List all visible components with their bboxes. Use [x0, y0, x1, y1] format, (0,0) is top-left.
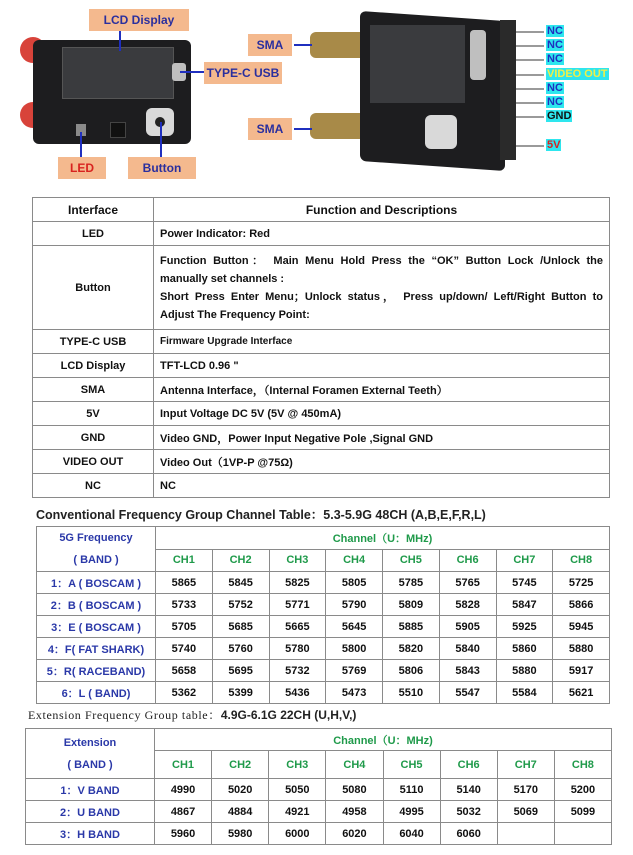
frequency-value: 5140	[440, 779, 497, 801]
band-name: 1：V BAND	[26, 779, 155, 801]
frequency-value: 5436	[269, 682, 326, 704]
callout-button: Button	[128, 157, 196, 179]
band-header-line: ( BAND )	[67, 758, 113, 771]
interface-desc: Video Out（1VP-P @75Ω)	[154, 450, 610, 474]
callout-led: LED	[58, 157, 106, 179]
extension-title-prefix: Extension Frequency Group table：	[28, 708, 221, 722]
interface-desc: Firmware Upgrade Interface	[154, 330, 610, 354]
frequency-value: 4958	[326, 801, 383, 823]
pin-label-nc: NC	[547, 96, 563, 108]
arrow-lcd	[119, 31, 121, 51]
frequency-value: 5685	[212, 616, 269, 638]
channel-label: CH2	[212, 751, 269, 779]
pin-leg	[516, 45, 544, 47]
frequency-value: 6040	[383, 823, 440, 845]
interface-table	[32, 197, 610, 498]
conventional-channel-table	[36, 526, 610, 704]
frequency-value: 5925	[496, 616, 553, 638]
channel-label: CH8	[554, 751, 611, 779]
frequency-value: 5733	[156, 594, 213, 616]
frequency-value: 4884	[212, 801, 269, 823]
interface-name: GND	[33, 426, 154, 450]
lcd-screen	[370, 25, 465, 103]
interface-desc: NC	[154, 474, 610, 498]
pin-label-video-out: VIDEO OUT	[547, 68, 608, 80]
frequency-value: 6060	[440, 823, 497, 845]
frequency-value: 5020	[212, 779, 269, 801]
pin-leg	[516, 145, 544, 147]
frequency-value: 5080	[326, 779, 383, 801]
arrow-button	[160, 122, 162, 157]
frequency-value: 5099	[554, 801, 611, 823]
table-row	[33, 330, 610, 354]
frequency-value: 5725	[553, 572, 610, 594]
band-name: 3：E ( BOSCAM )	[37, 616, 156, 638]
pin-leg	[516, 31, 544, 33]
channel-label: CH5	[383, 751, 440, 779]
frequency-value: 6020	[326, 823, 383, 845]
table-row	[33, 222, 610, 246]
band-name: 2：B ( BOSCAM )	[37, 594, 156, 616]
pin-label-5v: 5V	[547, 139, 561, 151]
channel-header: Channel（U：MHz)	[155, 729, 612, 751]
table-row	[37, 660, 610, 682]
frequency-value: 5790	[326, 594, 383, 616]
arrow-sma-top	[294, 44, 312, 46]
channel-label: CH7	[497, 751, 554, 779]
pin-label-nc: NC	[547, 53, 563, 65]
frequency-value: 6000	[269, 823, 326, 845]
table-row	[33, 426, 610, 450]
pin-leg	[516, 74, 544, 76]
interface-name: LCD Display	[33, 354, 154, 378]
frequency-value: 5980	[212, 823, 269, 845]
frequency-value: 5805	[326, 572, 383, 594]
frequency-value: 5658	[156, 660, 213, 682]
conventional-table-title: Conventional Frequency Group Channel Table：5.3-5.9G 48CH (A,B,E,F,R,L)	[36, 508, 486, 522]
channel-label: CH3	[269, 751, 326, 779]
frequency-value: 5845	[212, 572, 269, 594]
table-row	[33, 378, 610, 402]
frequency-value: 5399	[212, 682, 269, 704]
frequency-value: 5885	[383, 616, 440, 638]
table-header-row	[37, 527, 610, 550]
interface-desc: Power Indicator: Red	[154, 222, 610, 246]
interface-desc: TFT-LCD 0.96 "	[154, 354, 610, 378]
arrow-led	[80, 132, 82, 157]
lcd-screen	[62, 47, 174, 99]
frequency-value: 5645	[326, 616, 383, 638]
table-row	[33, 354, 610, 378]
frequency-value: 5510	[383, 682, 440, 704]
extension-title-suffix: 4.9G-6.1G 22CH (U,H,V,)	[220, 708, 357, 722]
pin-leg	[516, 116, 544, 118]
table-row	[26, 823, 612, 845]
frequency-value: 5110	[383, 779, 440, 801]
channel-label: CH6	[439, 549, 496, 572]
channel-header: Channel（U：MHz)	[156, 527, 610, 550]
table-row	[33, 474, 610, 498]
frequency-value: 5820	[383, 638, 440, 660]
band-name: 3：H BAND	[26, 823, 155, 845]
band-name: 5：R( RACEBAND)	[37, 660, 156, 682]
frequency-value: 5547	[439, 682, 496, 704]
frequency-value: 4995	[383, 801, 440, 823]
frequency-value: 5765	[439, 572, 496, 594]
pin-label-nc: NC	[547, 39, 563, 51]
frequency-value: 5785	[383, 572, 440, 594]
extension-channel-table	[25, 728, 612, 845]
frequency-value: 5760	[212, 638, 269, 660]
table-row	[33, 450, 610, 474]
interface-desc: Video GND，Power Input Negative Pole ,Signal GND	[154, 426, 610, 450]
frequency-value: 5945	[553, 616, 610, 638]
pin-leg	[516, 88, 544, 90]
frequency-value: 5621	[553, 682, 610, 704]
callout-sma-bottom: SMA	[248, 118, 292, 140]
band-header-line: Extension	[63, 736, 117, 749]
channel-label: CH4	[326, 549, 383, 572]
table-row	[37, 572, 610, 594]
extension-table-title	[28, 706, 356, 723]
interface-desc: Antenna Interface，（Internal Foramen External Teeth）	[154, 378, 610, 402]
arrow-usb	[180, 71, 204, 73]
header-function: Function and Descriptions	[154, 198, 610, 222]
frequency-value: 5809	[383, 594, 440, 616]
frequency-value: 4921	[269, 801, 326, 823]
callout-type-c-usb: TYPE-C USB	[204, 62, 282, 84]
arrow-sma-bottom	[294, 128, 312, 130]
pin-leg	[516, 102, 544, 104]
frequency-value: 5828	[439, 594, 496, 616]
channel-label: CH5	[383, 549, 440, 572]
joystick-button	[425, 115, 457, 149]
band-name: 2：U BAND	[26, 801, 155, 823]
frequency-value: 5752	[212, 594, 269, 616]
pin-label-nc: NC	[547, 25, 563, 37]
frequency-value: 5732	[269, 660, 326, 682]
frequency-value	[554, 823, 611, 845]
table-header-row	[26, 729, 612, 751]
frequency-value: 5200	[554, 779, 611, 801]
frequency-value: 5960	[155, 823, 212, 845]
frequency-value: 5866	[553, 594, 610, 616]
band-name: 6：L ( BAND)	[37, 682, 156, 704]
table-row	[37, 616, 610, 638]
frequency-value: 5069	[497, 801, 554, 823]
interface-name: SMA	[33, 378, 154, 402]
table-row	[26, 779, 612, 801]
table-row	[37, 682, 610, 704]
frequency-value: 5771	[269, 594, 326, 616]
frequency-value: 5665	[269, 616, 326, 638]
frequency-value: 5880	[553, 638, 610, 660]
channel-label: CH8	[553, 549, 610, 572]
frequency-value: 5905	[439, 616, 496, 638]
table-header-row	[33, 198, 610, 222]
frequency-value	[497, 823, 554, 845]
band-name: 1：A ( BOSCAM )	[37, 572, 156, 594]
header-interface: Interface	[33, 198, 154, 222]
channel-label: CH2	[212, 549, 269, 572]
frequency-value: 5917	[553, 660, 610, 682]
interface-desc-line: Function Button： Main Menu Hold Press the “OK” Button Lock /Unlock the manually set channels :	[160, 254, 603, 285]
band-header-line: 5G Frequency	[59, 532, 133, 544]
interface-name: 5V	[33, 402, 154, 426]
interface-name: TYPE-C USB	[33, 330, 154, 354]
channel-label: CH6	[440, 751, 497, 779]
frequency-value: 5170	[497, 779, 554, 801]
interface-name: VIDEO OUT	[33, 450, 154, 474]
frequency-value: 4990	[155, 779, 212, 801]
interface-desc-line: Short Press Enter Menu；Unlock status， Press up/down/ Left/Right Button to Adjust The Frequency Point:	[160, 290, 603, 321]
table-row	[37, 638, 610, 660]
pin-label-gnd: GND	[547, 110, 572, 122]
channel-label: CH3	[269, 549, 326, 572]
callout-sma-top: SMA	[248, 34, 292, 56]
frequency-value: 5032	[440, 801, 497, 823]
channel-label: CH4	[326, 751, 383, 779]
frequency-value: 4867	[155, 801, 212, 823]
buzzer	[110, 122, 126, 138]
band-name: 4：F( FAT SHARK)	[37, 638, 156, 660]
frequency-value: 5745	[496, 572, 553, 594]
frequency-value: 5865	[156, 572, 213, 594]
frequency-value: 5740	[156, 638, 213, 660]
pin-header	[500, 20, 516, 160]
frequency-value: 5847	[496, 594, 553, 616]
frequency-value: 5769	[326, 660, 383, 682]
usb-port	[470, 30, 486, 80]
pin-label-nc: NC	[547, 82, 563, 94]
frequency-value: 5695	[212, 660, 269, 682]
table-row	[33, 246, 610, 330]
frequency-value: 5860	[496, 638, 553, 660]
frequency-value: 5806	[383, 660, 440, 682]
frequency-value: 5584	[496, 682, 553, 704]
table-row	[37, 594, 610, 616]
frequency-value: 5705	[156, 616, 213, 638]
pin-leg	[516, 59, 544, 61]
channel-label: CH1	[155, 751, 212, 779]
frequency-value: 5800	[326, 638, 383, 660]
frequency-value: 5362	[156, 682, 213, 704]
table-row	[33, 402, 610, 426]
frequency-value: 5780	[269, 638, 326, 660]
frequency-value: 5880	[496, 660, 553, 682]
channel-label: CH1	[156, 549, 213, 572]
frequency-value: 5843	[439, 660, 496, 682]
interface-name: NC	[33, 474, 154, 498]
interface-name: LED	[33, 222, 154, 246]
frequency-value: 5825	[269, 572, 326, 594]
frequency-value: 5840	[439, 638, 496, 660]
interface-desc: Input Voltage DC 5V (5V @ 450mA)	[154, 402, 610, 426]
channel-label: CH7	[496, 549, 553, 572]
frequency-value: 5050	[269, 779, 326, 801]
callout-lcd-display: LCD Display	[89, 9, 189, 31]
interface-name: Button	[33, 246, 154, 330]
table-row	[26, 801, 612, 823]
band-header-line: ( BAND )	[73, 554, 119, 566]
frequency-value: 5473	[326, 682, 383, 704]
